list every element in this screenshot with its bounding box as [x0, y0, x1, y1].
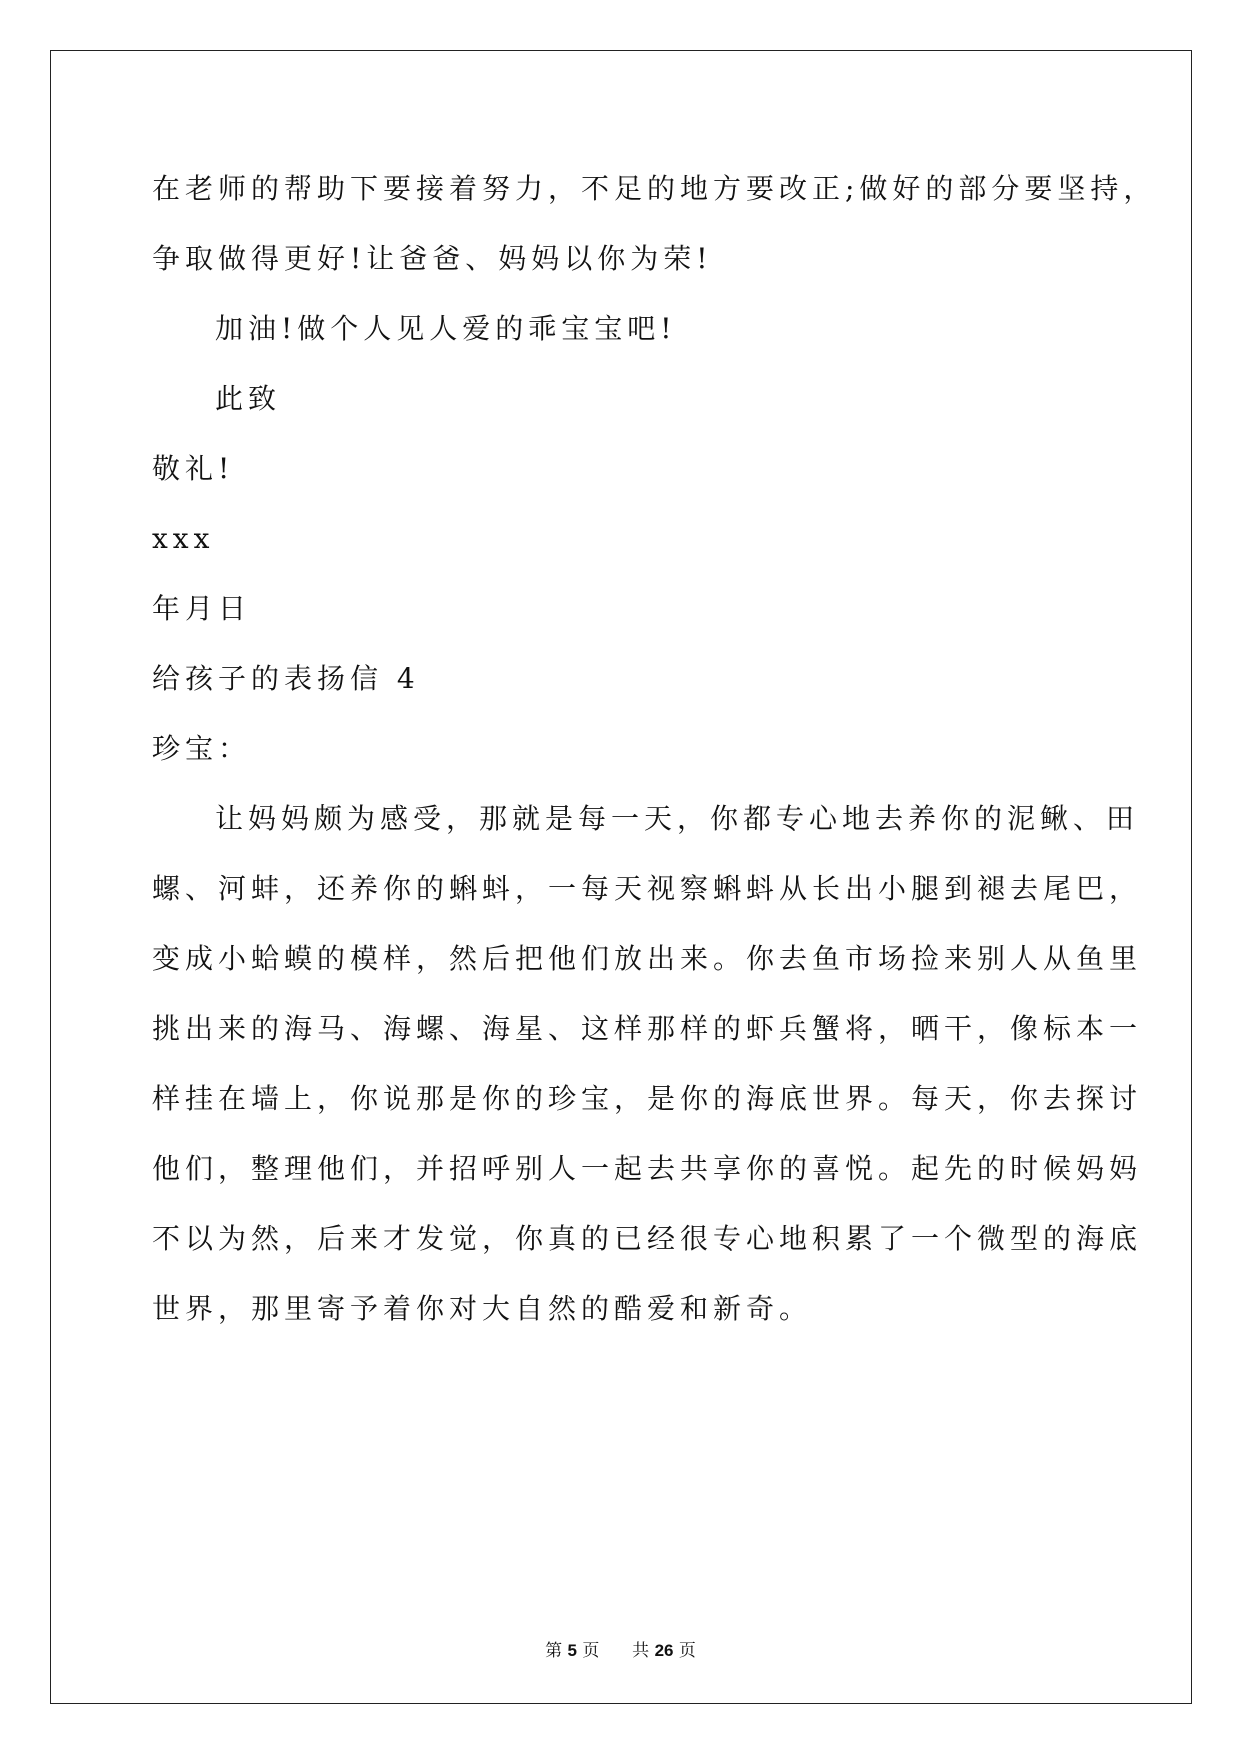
section-title: 给孩子的表扬信 4: [152, 662, 420, 695]
page-footer: [0, 1636, 1241, 1661]
body-line-1: 在老师的帮助下要接着努力，不足的地方要改正;做好的部分要坚持，: [152, 172, 1157, 205]
body-line-15: 他们，整理他们，并招呼别人一起去共享你的喜悦。起先的时候妈妈: [152, 1152, 1143, 1185]
date-line: 年月日: [152, 592, 252, 625]
body-line-14: 样挂在墙上，你说那是你的珍宝，是你的海底世界。每天，你去探讨: [152, 1082, 1143, 1115]
footer-total-prefix: 共: [632, 1641, 650, 1661]
body-line-10: 让妈妈颇为感受，那就是每一天，你都专心地去养你的泥鳅、田: [215, 802, 1140, 835]
letter-greeting: 珍宝：: [152, 732, 252, 765]
footer-total-suffix: 页: [678, 1641, 696, 1661]
body-line-3: 加油!做个人见人爱的乖宝宝吧!: [215, 312, 677, 345]
footer-total-pages: 26: [654, 1641, 674, 1660]
body-line-17: 世界，那里寄予着你对大自然的酷爱和新奇。: [152, 1292, 813, 1325]
closing-salutation: 此致: [215, 382, 282, 415]
closing-regards: 敬礼!: [152, 452, 235, 485]
body-line-2: 争取做得更好!让爸爸、妈妈以你为荣!: [152, 242, 713, 275]
body-line-11: 螺、河蚌，还养你的蝌蚪，一每天视察蝌蚪从长出小腿到褪去尾巴，: [152, 872, 1143, 905]
footer-page-prefix: 第: [545, 1641, 563, 1661]
footer-page-suffix: 页: [582, 1641, 600, 1661]
signature: xxx: [152, 522, 215, 555]
body-line-13: 挑出来的海马、海螺、海星、这样那样的虾兵蟹将，晒干，像标本一: [152, 1012, 1143, 1045]
footer-page-number: 5: [567, 1641, 577, 1660]
body-line-16: 不以为然，后来才发觉，你真的已经很专心地积累了一个微型的海底: [152, 1222, 1143, 1255]
body-line-12: 变成小蛤蟆的模样，然后把他们放出来。你去鱼市场捡来别人从鱼里: [152, 942, 1143, 975]
